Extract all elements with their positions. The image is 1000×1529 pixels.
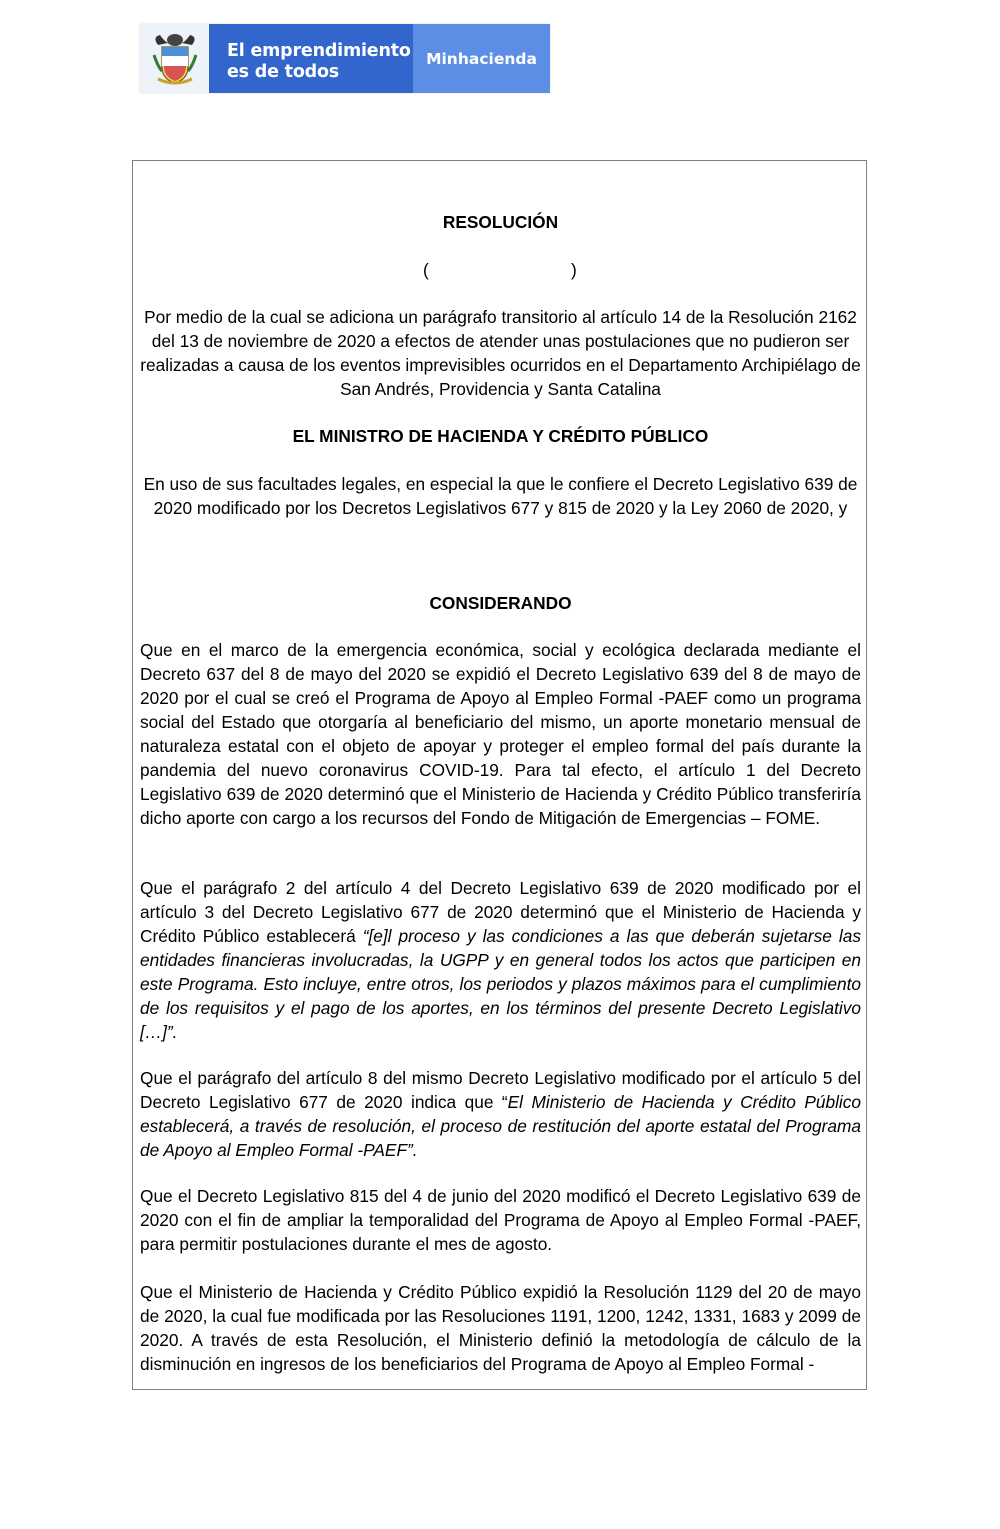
colombia-coat-of-arms-icon [140, 24, 209, 93]
considering-heading: CONSIDERANDO [429, 593, 572, 613]
issuing-authority: EL MINISTRO DE HACIENDA Y CRÉDITO PÚBLICO [292, 426, 709, 446]
paragraph-3-quote: El Ministerio de Hacienda y Crédito Público establecerá, a través de resolución, el proceso de restitución del aporte estatal del Programa de Apoyo al Empleo Formal -PAEF”. [140, 1092, 862, 1160]
paragraph-1: Que en el marco de la emergencia económica, social y ecológica declarada mediante el Decreto 637 del 8 de mayo del 2020 se expidió el Decreto Legislativo 639 del 8 de mayo de 2020 por el cual se creó el Programa de Apoyo al Empleo Formal -PAEF como un programa social del Estado que otorgaría al beneficiario del mismo, un aporte monetario mensual de naturaleza estatal con el objeto de apoyar y proteger el empleo formal del país durante la pandemia del nuevo coronavirus COVID-19. Para tal efecto, el artículo 1 del Decreto Legislativo 639 de 2020 determinó que el Ministerio de Hacienda y Crédito Público transferiría dicho aporte con cargo a los recursos del Fondo de Mitigación de Emergencias – FOME. [140, 640, 861, 828]
paragraph-4: Que el Decreto Legislativo 815 del 4 de junio del 2020 modificó el Decreto Legislativo 639 de 2020 con el fin de ampliar la temporalidad del Programa de Apoyo al Empleo Formal -PAEF, para permitir postulaciones durante el mes de agosto. [140, 1186, 861, 1254]
header-logo [140, 24, 550, 93]
logo-line-2: es de todos [227, 62, 340, 82]
legal-powers: En uso de sus facultades legales, en especial la que le confiere el Decreto Legislativo 639 de 2020 modificado por los Decretos Legislativos 677 y 815 de 2020 y la Ley 2060 de 2020, y [143, 474, 858, 518]
paragraph-2-quote: “[e]l proceso y las condiciones a las que deberán sujetarse las entidades financieras involucradas, la UGPP y en general todos los actos que participen en este Programa. Esto incluye, entre otros, los periodos y plazos máximos para el cumplimiento de los requisitos y el pago de los aportes, en los términos del presente Decreto Legislativo […]”. [140, 926, 861, 1042]
number-close-paren: ) [571, 260, 577, 280]
document-title: RESOLUCIÓN [442, 212, 559, 232]
resolution-subject: Por medio de la cual se adiciona un parágrafo transitorio al artículo 14 de la Resolución 2162 del 13 de noviembre de 2020 a efectos de atender unas postulaciones que no pudieron ser realizadas a causa de los eventos imprevisibles ocurridos en el Departamento Archipiélago de San Andrés, Providencia y Santa Catalina [140, 307, 861, 399]
logo-ministry: Minhacienda [413, 24, 550, 93]
paragraph-2-text: Que el parágrafo 2 del artículo 4 del Decreto Legislativo 639 de 2020 modificado por el artículo 3 del Decreto Legislativo 677 de 2020 determinó que el Ministerio de Hacienda y Crédito Público establecerá [140, 878, 861, 946]
logo-line-1: El emprendimiento [227, 41, 411, 61]
number-open-paren: ( [423, 260, 429, 280]
logo-slogan [209, 24, 413, 93]
resolution-number [140, 258, 861, 282]
paragraph-3-text: Que el parágrafo del artículo 8 del mismo Decreto Legislativo modificado por el artículo 5 del Decreto Legislativo 677 de 2020 indica que “ [140, 1068, 861, 1112]
document-frame [132, 160, 867, 1390]
paragraph-2 [140, 876, 861, 1044]
paragraph-3 [140, 1066, 861, 1162]
paragraph-5: Que el Ministerio de Hacienda y Crédito Público expidió la Resolución 1129 del 20 de mayo de 2020, la cual fue modificada por las Resoluciones 1191, 1200, 1242, 1331, 1683 y 2099 de 2020. A través de esta Resolución, el Ministerio definió la metodología de cálculo de la disminución en ingresos de los beneficiarios del Programa de Apoyo al Empleo Formal - [140, 1282, 861, 1374]
